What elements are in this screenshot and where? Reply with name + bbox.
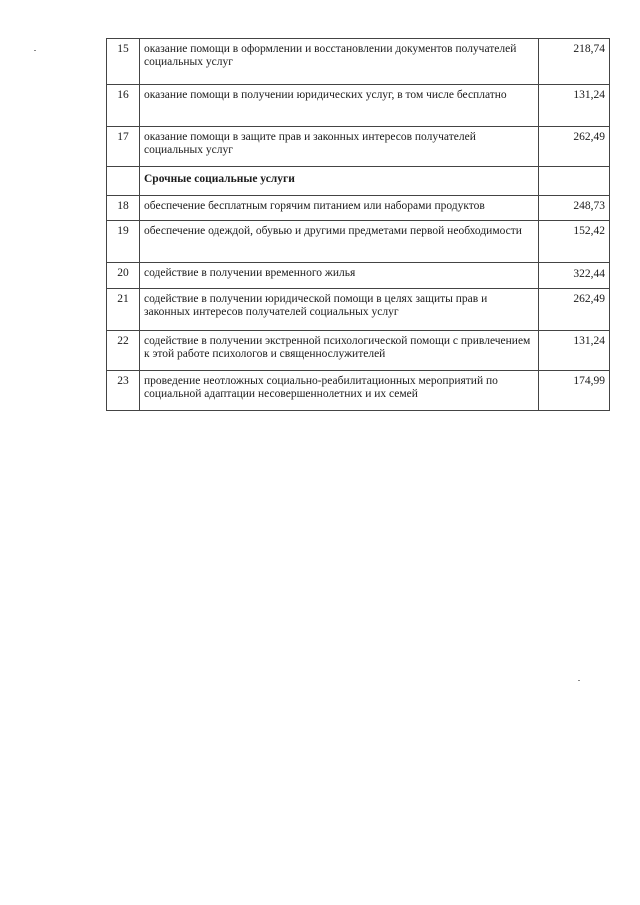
table-row — [107, 39, 610, 85]
service-price: 131,24 — [539, 85, 610, 127]
service-price: 322,44 — [539, 263, 610, 289]
service-description: оказание помощи в защите прав и законных интересов получателей социальных услуг — [140, 127, 539, 167]
services-price-table — [106, 38, 610, 411]
service-price: 152,42 — [539, 221, 610, 263]
row-number: 15 — [107, 39, 140, 85]
row-number — [107, 167, 140, 196]
service-description: проведение неотложных социально-реабилитационных мероприятий по социальной адаптации несовершеннолетних и их семей — [140, 371, 539, 411]
scan-speck — [578, 680, 580, 681]
service-price: 262,49 — [539, 289, 610, 331]
service-description: содействие в получении юридической помощи в целях защиты прав и законных интересов получателей социальных услуг — [140, 289, 539, 331]
service-price: 218,74 — [539, 39, 610, 85]
row-number: 21 — [107, 289, 140, 331]
row-number: 17 — [107, 127, 140, 167]
service-price: 131,24 — [539, 331, 610, 371]
row-number: 16 — [107, 85, 140, 127]
table-row — [107, 263, 610, 289]
table-row — [107, 196, 610, 221]
service-price: 262,49 — [539, 127, 610, 167]
table-row — [107, 289, 610, 331]
section-header-row — [107, 167, 610, 196]
row-number: 19 — [107, 221, 140, 263]
service-description: обеспечение одеждой, обувью и другими предметами первой необходимости — [140, 221, 539, 263]
service-description: содействие в получении временного жилья — [140, 263, 539, 289]
service-description: содействие в получении экстренной психологической помощи с привлечением к этой работе психологов и священнослужителей — [140, 331, 539, 371]
table-row — [107, 331, 610, 371]
table-row — [107, 85, 610, 127]
table-row — [107, 127, 610, 167]
row-number: 22 — [107, 331, 140, 371]
service-price: 248,73 — [539, 196, 610, 221]
table-row — [107, 371, 610, 411]
scan-speck — [34, 50, 36, 51]
service-description: оказание помощи в получении юридических услуг, в том числе бесплатно — [140, 85, 539, 127]
table-row — [107, 221, 610, 263]
section-title: Срочные социальные услуги — [140, 167, 539, 196]
row-number: 18 — [107, 196, 140, 221]
service-description: обеспечение бесплатным горячим питанием или наборами продуктов — [140, 196, 539, 221]
service-price: 174,99 — [539, 371, 610, 411]
service-price — [539, 167, 610, 196]
row-number: 23 — [107, 371, 140, 411]
row-number: 20 — [107, 263, 140, 289]
service-description: оказание помощи в оформлении и восстановлении документов получателей социальных услуг — [140, 39, 539, 85]
